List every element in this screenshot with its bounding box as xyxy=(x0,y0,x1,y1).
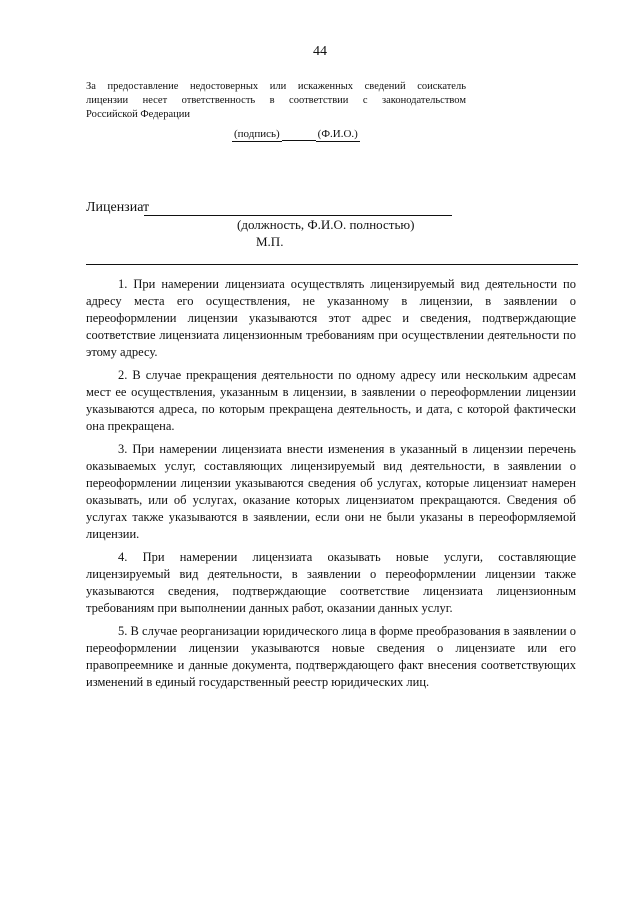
signature-line xyxy=(282,128,316,141)
licensee-label: Лицензиат xyxy=(86,200,150,215)
position-caption: (должность, Ф.И.О. полностью) xyxy=(237,217,415,232)
disclaimer-line: Российской Федерации xyxy=(86,109,190,120)
notes-body xyxy=(86,276,576,697)
note-paragraph: 1. При намерении лицензиата осуществлять лицензируемый вид деятельности по адресу места его осуществления, не указанному в лицензии, в заявлении о переоформлении лицензии указываются этот адрес и сведения, подтверждающие соответствие лицензиата лицензионным требованиям при осуществлении деятельности по этому адресу. xyxy=(86,277,576,359)
disclaimer-line: лицензии несет ответственность в соответствии с законодательством xyxy=(86,95,466,106)
note-paragraph: 3. При намерении лицензиата внести изменения в указанный в лицензии перечень оказываемых услуг, составляющих лицензируемый вид деятельности, в заявлении о переоформлении лицензии указываются сведения об услугах, которые лицензиат намерен оказывать, или об услугах, оказание которых лицензиатом прекращаются. Сведения об услугах также указываются в заявлении, если они не были указаны в переоформляемой лицензии. xyxy=(86,442,576,541)
signature-label: (подпись) xyxy=(234,128,280,140)
stamp-label: М.П. xyxy=(256,234,284,249)
note-paragraph: 2. В случае прекращения деятельности по одному адресу или нескольким адресам мест ее осуществления, указанным в лицензии, в заявлении о переоформлении лицензии указываются адреса, по которым прекращена деятельность, и дата, с которой фактически она прекращена. xyxy=(86,368,576,433)
disclaimer-line: За предоставление недостоверных или искаженных сведений соискатель xyxy=(86,81,466,92)
liability-disclaimer xyxy=(86,80,466,122)
note-paragraph: 5. В случае реорганизации юридического лица в форме преобразования в заявлении о переоформлении лицензии указываются новые сведения о лицензиате или его правопреемнике и данные документа, подтверждающего факт внесения соответствующих изменений в единый государственный реестр юридических лиц. xyxy=(86,624,576,689)
separator-rule xyxy=(86,264,578,265)
note-paragraph: 4. При намерении лицензиата оказывать новые услуги, составляющие лицензируемый вид деятельности, в заявлении о переоформлении лицензии также указываются сведения, подтверждающие соответствие лицензиата лицензионным требованиям при выполнении данных работ, оказании данных услуг. xyxy=(86,550,576,615)
licensee-signature-line xyxy=(144,215,452,216)
page-number: 44 xyxy=(313,44,327,59)
signature-row xyxy=(232,128,360,142)
full-name-label: (Ф.И.О.) xyxy=(317,128,358,140)
